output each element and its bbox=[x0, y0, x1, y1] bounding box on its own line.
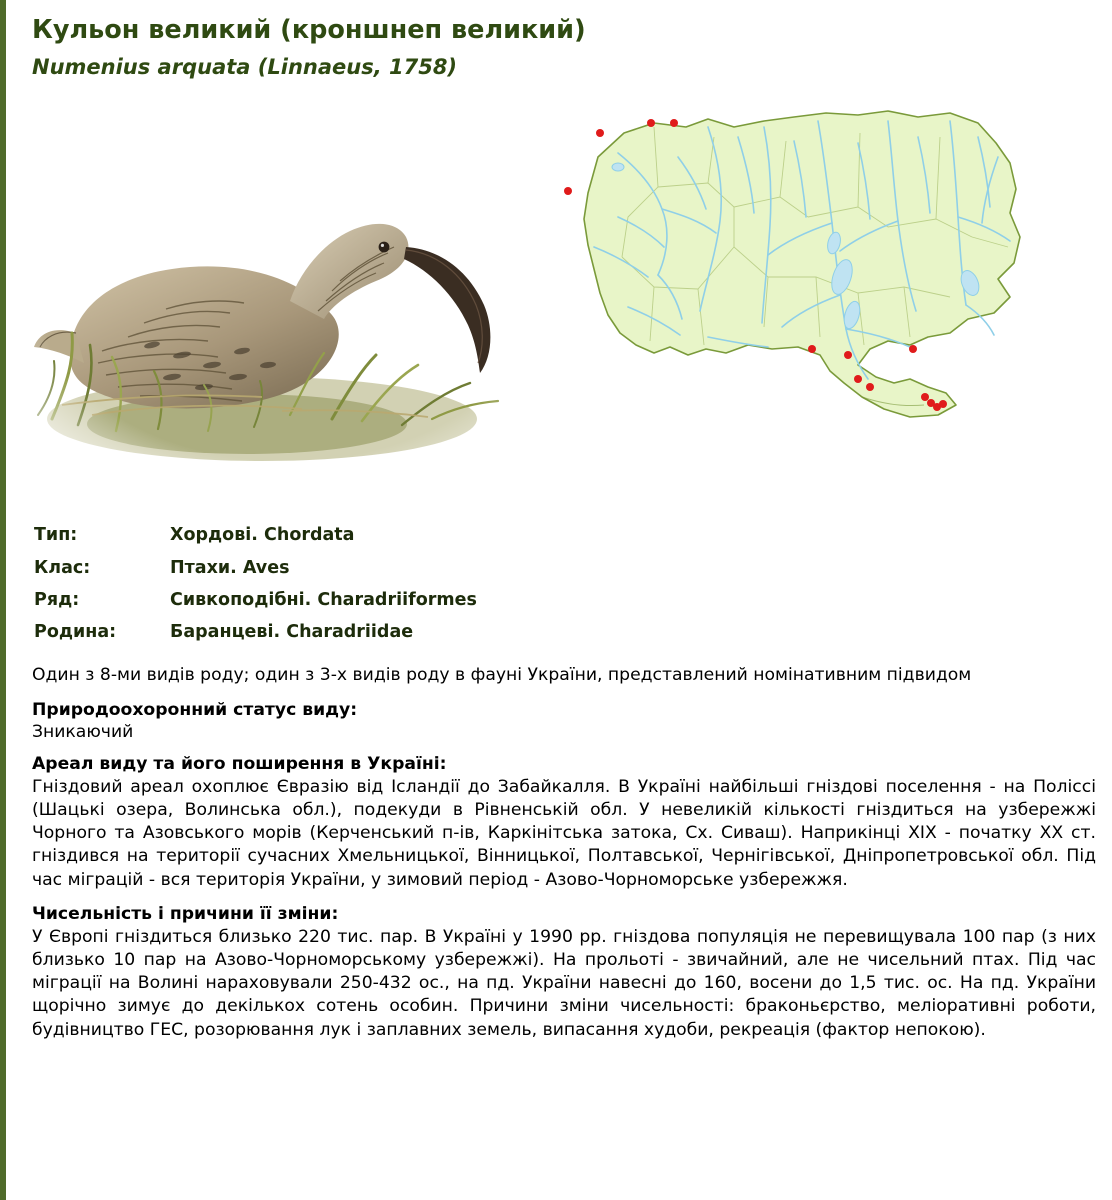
section-text-population: У Європі гніздиться близько 220 тис. пар. В Україні у 1990 рр. гніздова популяція не перевищувала 100 пар (з них близько 10 пар на Азово-Чорноморському узбережжі). На прольоті - звичайний, але не чисельний птах. Під час міграції на Волині нараховували 250-432 ос., на пд. України навесні до 160, восени до 1,5 тис. ос. На пд. України щорічно зимує до декількох сотень особин. Причини зміни чисельності: браконьєрство, меліоративні роботи, будівництво ГЕС, розорювання лук і заплавних земель, випасання худоби, рекреація (фактор непокою). bbox=[32, 926, 1096, 1040]
section-text-range: Гніздовий ареал охоплює Євразію від Ісландії до Забайкалля. В Україні найбільші гніздові поселення - на Поліссі (Шацькі озера, Волинська обл.), подекуди в Рівненській обл. У невеликій кількості гніздиться на узбережжі Чорного та Азовського морів (Керченський п-ів, Каркінітська затока, Сх. Сиваш). Наприкінці XIX - початку XX ст. гніздився на території сучасних Хмельницької, Вінницької, Полтавської, Чернігівської, Дніпропетровської обл. Під час міграцій - вся територія України, у зимовий період - Азово-Чорноморське узбережжя. bbox=[32, 776, 1096, 890]
table-row bbox=[34, 584, 477, 616]
taxonomy-table bbox=[34, 519, 1094, 648]
taxonomy-value: Хордові. Chordata bbox=[170, 525, 355, 546]
page-title: Кульон великий (кроншнеп великий) bbox=[32, 15, 586, 45]
taxonomy-value: Птахи. Aves bbox=[170, 557, 290, 578]
section-heading-range: Ареал виду та його поширення в Україні: bbox=[32, 753, 447, 774]
section-heading-status: Природоохоронний статус виду: bbox=[32, 699, 358, 720]
table-row bbox=[34, 616, 477, 648]
taxonomy-key: Ряд: bbox=[34, 589, 80, 610]
bird-photo-svg bbox=[32, 119, 542, 464]
bird-photo bbox=[32, 119, 542, 464]
taxonomy-key: Тип: bbox=[34, 525, 78, 546]
distribution-map bbox=[558, 97, 1098, 497]
section-heading-population: Чисельність і причини її зміни: bbox=[32, 903, 339, 924]
taxonomy-value: Баранцеві. Charadriidae bbox=[170, 622, 414, 643]
table-row bbox=[34, 519, 477, 551]
media-row bbox=[18, 97, 1094, 497]
scientific-name: Numenius arquata (Linnaeus, 1758) bbox=[32, 55, 458, 80]
taxonomy-value: Сивкоподібні. Charadriiformes bbox=[170, 589, 477, 610]
intro-paragraph: Один з 8-ми видів роду; один з 3-х видів роду в фауні України, представлений номінативним підвидом bbox=[32, 665, 972, 686]
taxonomy-key: Родина: bbox=[34, 622, 117, 643]
ukraine-map-svg bbox=[558, 97, 1028, 437]
article-body bbox=[32, 664, 1096, 1041]
taxonomy-key: Клас: bbox=[34, 557, 91, 578]
table-row bbox=[34, 552, 477, 584]
section-text-status: Зникаючий bbox=[32, 721, 134, 742]
left-accent-rule bbox=[0, 0, 6, 1200]
